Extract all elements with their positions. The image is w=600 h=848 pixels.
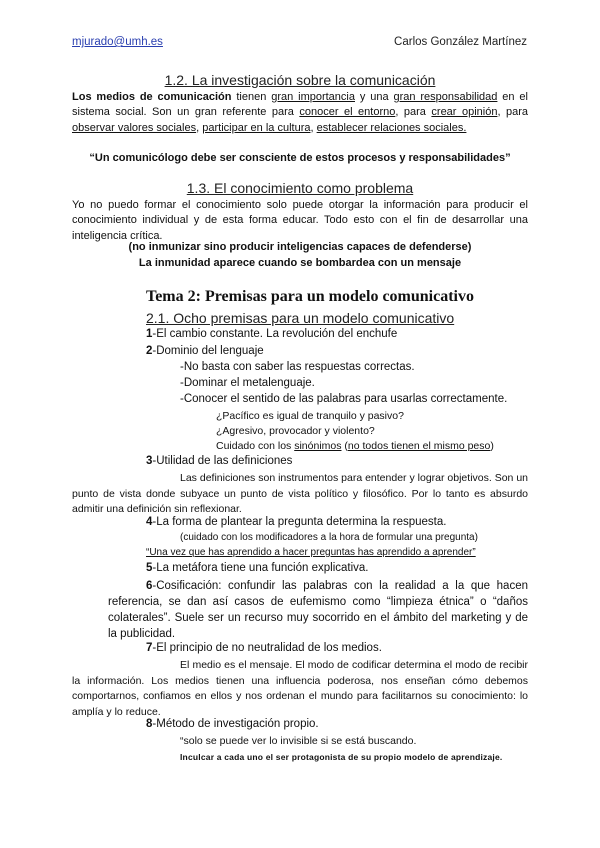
premise-3-paragraph: Las definiciones son instrumentos para entender y lograr objetivos. Son un punto de vista donde subyace un punto de vista político y filosófico. Por lo tanto es absurdo admitir una definición sin reflexionar. xyxy=(72,472,528,515)
premise-2-question-2: ¿Agresivo, provocador y violento? xyxy=(216,425,375,437)
section-1-2-title: 1.2. La investigación sobre la comunicación xyxy=(164,72,436,88)
premise-2-question-1: ¿Pacífico es igual de tranquilo y pasivo? xyxy=(216,410,404,422)
section-1-3-title: 1.3. El conocimiento como problema xyxy=(186,180,414,196)
section-1-2-quote: “Un comunicólogo debe ser consciente de estos procesos y responsabilidades” xyxy=(89,152,511,164)
premise-1: 1-El cambio constante. La revolución del enchufe xyxy=(146,328,398,340)
premise-2-item-a: -No basta con saber las respuestas correctas. xyxy=(180,361,415,373)
premise-2-item-b: -Dominar el metalenguaje. xyxy=(180,377,315,389)
section-1-3-bold-2: La inmunidad aparece cuando se bombardea con un mensaje xyxy=(138,257,462,269)
premise-3: 3-Utilidad de las definiciones xyxy=(146,455,293,467)
section-1-3-paragraph: Yo no puedo formar el conocimiento solo puede otorgar la información para producir el conocimiento individual y de esta forma educar. Todo esto con el fin de desarrollar una inteligencia crítica. xyxy=(72,199,528,242)
premise-8-note: Inculcar a cada uno el ser protagonista de su propio modelo de aprendizaje. xyxy=(180,752,503,762)
premise-4-quote: “Una vez que has aprendido a hacer preguntas has aprendido a aprender” xyxy=(146,547,476,558)
section-1-2-paragraph: Los medios de comunicación tienen gran importancia y una gran responsabilidad en el sistema social. Son un gran referente para conocer el entorno, para crear opinión, para observar valores sociales, participar en la cultura, establecer relaciones sociales. xyxy=(72,91,528,134)
premise-4: 4-La forma de plantear la pregunta determina la respuesta. xyxy=(146,516,447,528)
premise-5: 5-La metáfora tiene una función explicativa. xyxy=(146,562,369,574)
tema-2-subtitle: 2.1. Ocho premisas para un modelo comunicativo xyxy=(146,310,455,326)
header-author: Carlos González Martínez xyxy=(394,36,527,48)
premise-2-synonyms-note: Cuidado con los sinónimos (no todos tienen el mismo peso) xyxy=(216,440,494,452)
premise-6-paragraph: 6-Cosificación: confundir las palabras con la realidad a la que hacen referencia, se dan así casos de eufemismo como “limpieza étnica” o “daños colaterales”. Suele ser un recurso muy socorrido en el ámbito del marketing y de la publicidad. xyxy=(108,580,528,640)
premise-4-note: (cuidado con los modificadores a la hora de formular una pregunta) xyxy=(180,532,478,543)
premise-7-paragraph: El medio es el mensaje. El modo de codificar determina el modo de recibir la información. Los medios tienen una influencia poderosa, nos enseñan cómo debemos comportarnos, confiamos en ellos y nos ordenan el mundo para facilitarnos su conocimiento: lo amplía y lo reduce. xyxy=(72,659,528,718)
premise-8: 8-Método de investigación propio. xyxy=(146,718,319,730)
header-email[interactable]: mjurado@umh.es xyxy=(72,36,163,48)
premise-7: 7-El principio de no neutralidad de los medios. xyxy=(146,642,382,654)
section-1-3-bold-1: (no inmunizar sino producir inteligencias capaces de defenderse) xyxy=(128,241,472,253)
premise-8-quote: “solo se puede ver lo invisible si se está buscando. xyxy=(180,735,417,747)
premise-2-item-c: -Conocer el sentido de las palabras para usarlas correctamente. xyxy=(180,393,508,405)
premise-2: 2-Dominio del lenguaje xyxy=(146,345,264,357)
tema-2-title: Tema 2: Premisas para un modelo comunicativo xyxy=(146,288,474,305)
